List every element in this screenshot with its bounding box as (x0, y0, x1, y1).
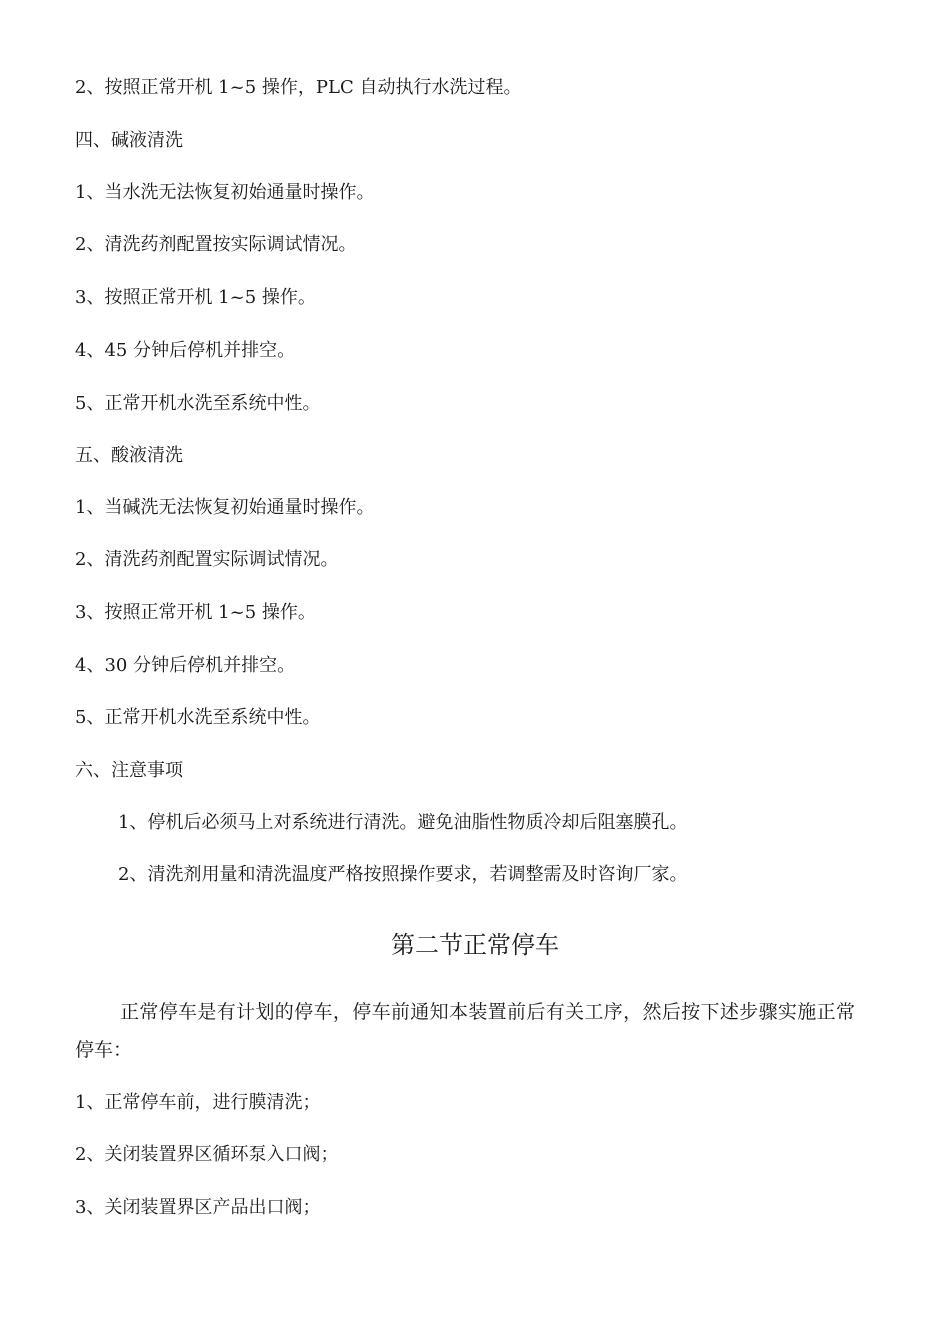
acid-step-3: 3、按照正常开机 1~5 操作。 (75, 602, 316, 623)
heading-alkali-cleaning: 四、碱液清洗 (75, 130, 183, 151)
step-water-wash-2: 2、按照正常开机 1~5 操作，PLC 自动执行水洗过程。 (75, 77, 522, 98)
intro-paragraph: 正常停车是有计划的停车，停车前通知本装置前后有关工序，然后按下述步骤实施正常停车： (75, 1001, 855, 1061)
heading-precautions: 六、注意事项 (75, 760, 183, 781)
alkali-step-1: 1、当水洗无法恢复初始通量时操作。 (75, 182, 375, 203)
precaution-2: 2、清洗剂用量和清洗温度严格按照操作要求，若调整需及时咨询厂家。 (118, 864, 688, 885)
alkali-step-5: 5、正常开机水洗至系统中性。 (75, 393, 321, 414)
heading-acid-cleaning: 五、酸液清洗 (75, 445, 183, 466)
alkali-step-4: 4、45 分钟后停机并排空。 (75, 340, 296, 361)
section-title: 第二节正常停车 (391, 931, 559, 959)
shutdown-step-1: 1、正常停车前，进行膜清洗； (75, 1092, 321, 1113)
shutdown-step-3: 3、关闭装置界区产品出口阀； (75, 1197, 321, 1218)
acid-step-1: 1、当碱洗无法恢复初始通量时操作。 (75, 497, 375, 518)
precaution-1: 1、停机后必须马上对系统进行清洗。避免油脂性物质冷却后阻塞膜孔。 (118, 812, 688, 833)
acid-step-5: 5、正常开机水洗至系统中性。 (75, 707, 321, 728)
alkali-step-2: 2、清洗药剂配置按实际调试情况。 (75, 234, 357, 255)
acid-step-4: 4、30 分钟后停机并排空。 (75, 655, 296, 676)
shutdown-step-2: 2、关闭装置界区循环泵入口阀； (75, 1144, 339, 1165)
acid-step-2: 2、清洗药剂配置实际调试情况。 (75, 549, 339, 570)
alkali-step-3: 3、按照正常开机 1~5 操作。 (75, 287, 316, 308)
